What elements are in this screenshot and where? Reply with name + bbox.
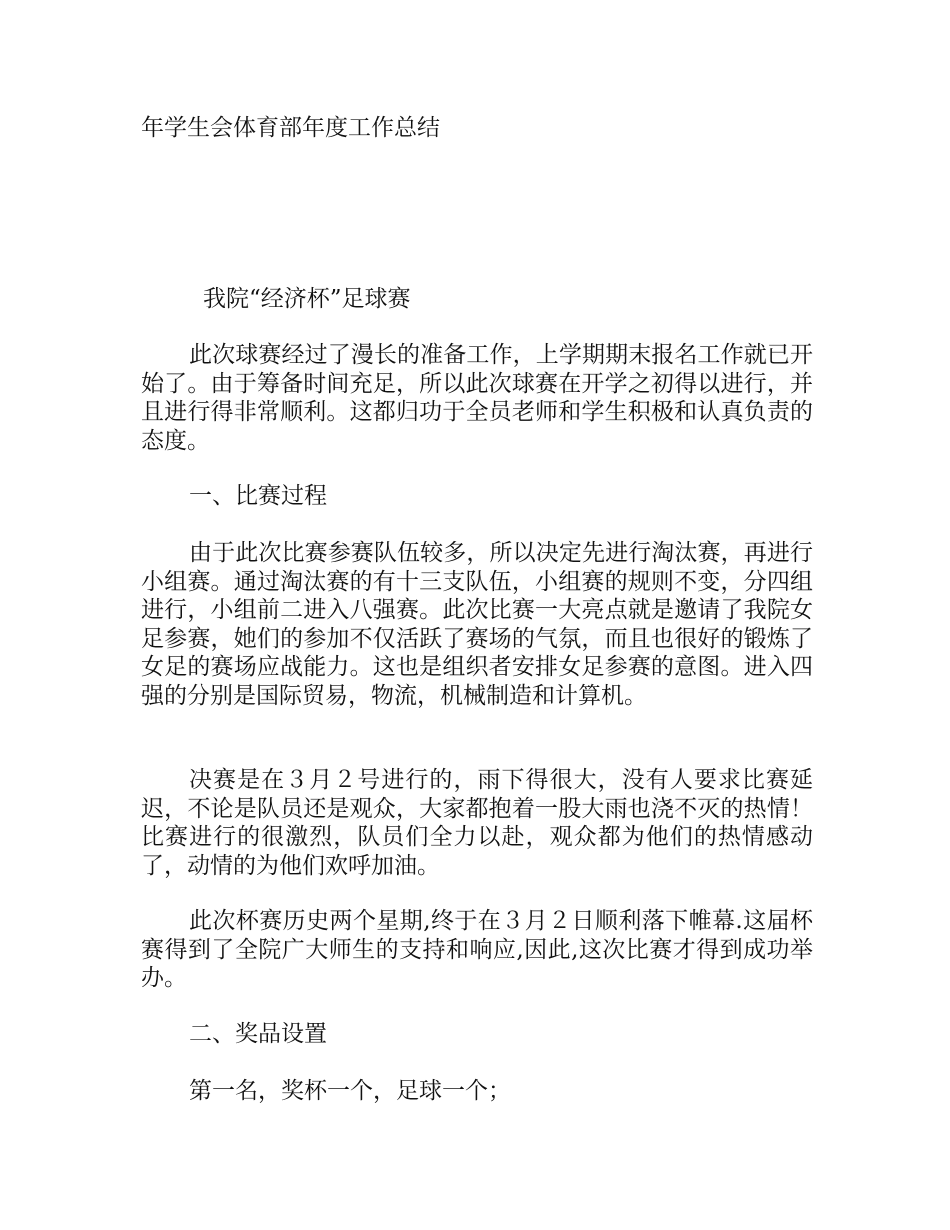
paragraph-process: 由于此次比赛参赛队伍较多，所以决定先进行淘汰赛，再进行小组赛。通过淘汰赛的有十三支队伍，小组赛的规则不变，分四组进行，小组前二进入八强赛。此次比赛一大亮点就是邀请了我院女足参赛，她们的参加不仅活跃了赛场的气氛，而且也很好的锻炼了女足的赛场应战能力。这也是组织者安排女足参赛的意图。进入四强的分别是国际贸易，物流，机械制造和计算机。 [141, 540, 813, 709]
heading-prizes: 二、奖品设置 [189, 1021, 327, 1047]
paragraph-first-prize: 第一名，奖杯一个，足球一个； [189, 1078, 511, 1104]
section-subtitle: 我院“经济杯”足球赛 [203, 286, 411, 312]
paragraph-conclusion: 此次杯赛历史两个星期,终于在３月２日顺利落下帷幕.这届杯赛得到了全院广大师生的支持和响应,因此,这次比赛才得到成功举办。 [141, 908, 813, 991]
document-title: 年学生会体育部年度工作总结 [141, 115, 440, 141]
paragraph-final: 决赛是在３月２号进行的，雨下得很大，没有人要求比赛延迟，不论是队员还是观众，大家都抱着一股大雨也浇不灭的热情！比赛进行的很激烈，队员们全力以赴，观众都为他们的热情感动了，动情的为他们欢呼加油。 [141, 767, 813, 879]
paragraph-intro: 此次球赛经过了漫长的准备工作，上学期期末报名工作就已开始了。由于筹备时间充足，所以此次球赛在开学之初得以进行，并且进行得非常顺利。这都归功于全员老师和学生积极和认真负责的态度。 [141, 342, 813, 454]
heading-competition-process: 一、比赛过程 [189, 483, 327, 509]
